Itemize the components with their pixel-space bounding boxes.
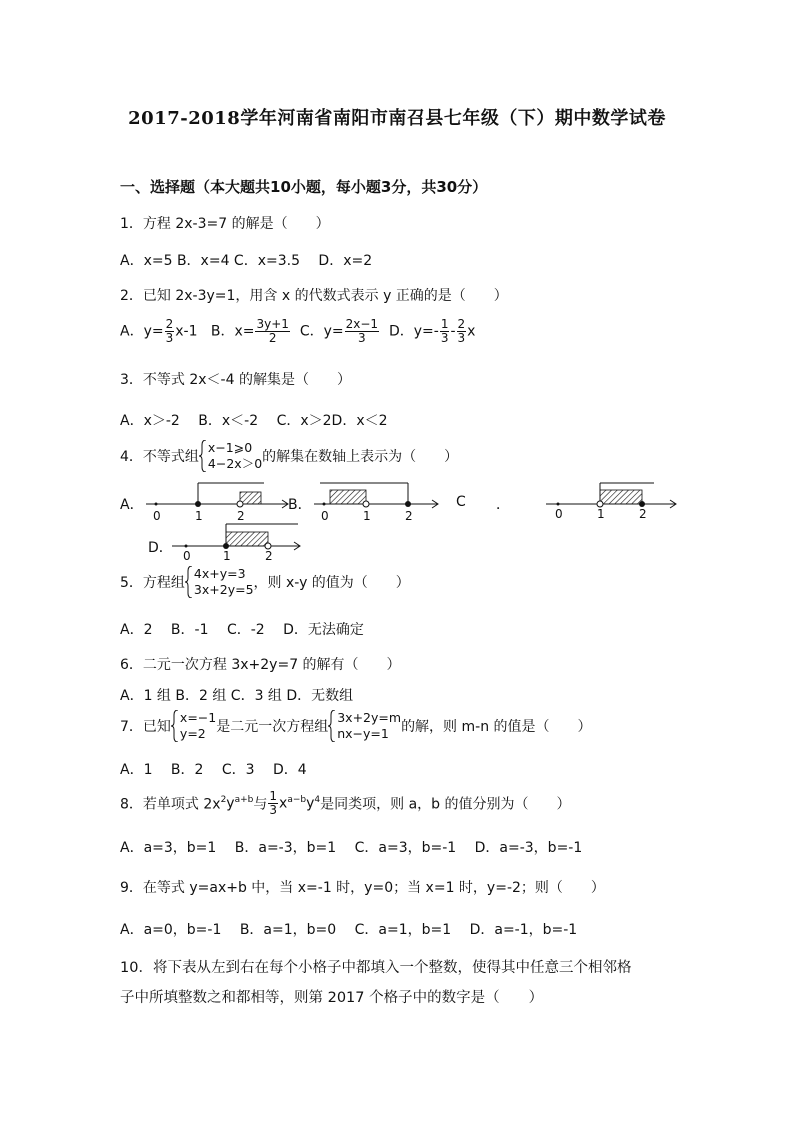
- page-title: 2017-2018学年河南省南阳市南召县七年级（下）期中数学试卷: [128, 108, 666, 129]
- question-9-stem: 9．在等式 y=ax+b 中，当 x=-1 时，y=0；当 x=1 时，y=-2；则（ ）: [120, 880, 605, 896]
- question-2-stem: 2．已知 2x-3y=1，用含 x 的代数式表示 y 正确的是（ ）: [120, 288, 508, 304]
- tick-label: 0: [321, 509, 329, 523]
- fraction: $\frac{1}{3}$: [269, 789, 278, 817]
- tick-label: 0: [555, 507, 563, 521]
- question-3-options: A．x＞-2 B．x＜-2 C．x＞2D．x＜2: [120, 413, 388, 429]
- question-5-stem: 5．方程组 4x+y=3 3x+2y=5 ，则 x-y 的值为（ ）: [120, 566, 410, 597]
- option-d-label: D．: [148, 540, 173, 556]
- question-2-options: A．y= $\frac{2}{3}$ x-1 B．x= $\frac{3y+1}{2}$ C．y= $\frac{2x-1}{3}$ D．y=- $\frac{1}{3}$ - $\frac{2}{3}$ x: [120, 317, 476, 345]
- fraction: $\frac{2}{3}$: [457, 317, 466, 345]
- tick-label: 2: [639, 507, 647, 521]
- question-4-stem: 4．不等式组 x−1⩾0 4−2x＞0 的解集在数轴上表示为（ ）: [120, 440, 459, 471]
- question-3-stem: 3．不等式 2x＜-4 的解集是（ ）: [120, 372, 351, 388]
- option-c-label: C: [456, 494, 466, 510]
- inequality-system: x−1⩾0 4−2x＞0: [199, 440, 262, 472]
- question-6-stem: 6．二元一次方程 3x+2y=7 的解有（ ）: [120, 657, 401, 673]
- option-c-dot: ．: [496, 497, 510, 513]
- question-10-line-2: 子中所填整数之和都相等，则第 2017 个格子中的数字是（ ）: [120, 990, 544, 1006]
- number-line-d: [170, 520, 304, 564]
- brace-icon: [328, 710, 336, 742]
- equation-system: 3x+2y=m nx−y=1: [328, 710, 401, 742]
- question-8-options: A．a=3，b=1 B．a=-3，b=1 C．a=3，b=-1 D．a=-3，b=-1: [120, 840, 583, 856]
- brace-icon: [185, 566, 193, 598]
- question-7-stem: 7．已知 x=−1 y=2 是二元一次方程组 3x+2y=m nx−y=1 的解，则 m-n 的值是（ ）: [120, 710, 592, 741]
- fraction: $\frac{1}{3}$: [440, 317, 449, 345]
- question-1-options: A．x=5 B．x=4 C．x=3.5 D．x=2: [120, 253, 373, 269]
- fraction: $\frac{2}{3}$: [165, 317, 174, 345]
- brace-icon: [171, 710, 179, 742]
- tick-label: 0: [183, 549, 191, 563]
- question-7-options: A．1 B．2 C．3 D．4: [120, 762, 307, 778]
- question-10-line-1: 10．将下表从左到右在每个小格子中都填入一个整数，使得其中任意三个相邻格: [120, 960, 632, 976]
- equation-system: 4x+y=3 3x+2y=5: [185, 566, 254, 598]
- question-8-stem: 8．若单项式 $2x^2y^{a+b}$与 $\frac{1}{3}$ $x^{a-b}y^4$是同类项，则 a，b 的值分别为（ ）: [120, 789, 571, 817]
- tick-label: 2: [265, 549, 273, 563]
- tick-label: 0: [153, 509, 161, 523]
- fraction: $\frac{2x-1}{3}$: [345, 317, 379, 345]
- number-line-c: [544, 478, 680, 524]
- option-b-label: B．: [288, 497, 312, 513]
- brace-icon: [199, 440, 207, 472]
- option-a-label: A．: [120, 497, 144, 513]
- tick-label: 1: [195, 509, 203, 523]
- number-line-a: [142, 478, 292, 524]
- fraction: $\frac{3y+1}{2}$: [256, 317, 289, 345]
- question-6-options: A．1 组 B．2 组 C．3 组 D．无数组: [120, 688, 354, 704]
- tick-label: 1: [363, 509, 371, 523]
- tick-label: 1: [597, 507, 605, 521]
- section-heading: 一、选择题（本大题共10小题，每小题3分，共30分）: [120, 178, 488, 196]
- tick-label: 1: [223, 549, 231, 563]
- question-1-stem: 1．方程 2x-3=7 的解是（ ）: [120, 216, 330, 232]
- solution-system: x=−1 y=2: [171, 710, 216, 742]
- question-9-options: A．a=0，b=-1 B．a=1，b=0 C．a=1，b=1 D．a=-1，b=-1: [120, 922, 578, 938]
- tick-label: 2: [405, 509, 413, 523]
- question-5-options: A．2 B．-1 C．-2 D．无法确定: [120, 622, 364, 638]
- number-line-b: [310, 478, 442, 524]
- tick-label: 2: [237, 509, 245, 523]
